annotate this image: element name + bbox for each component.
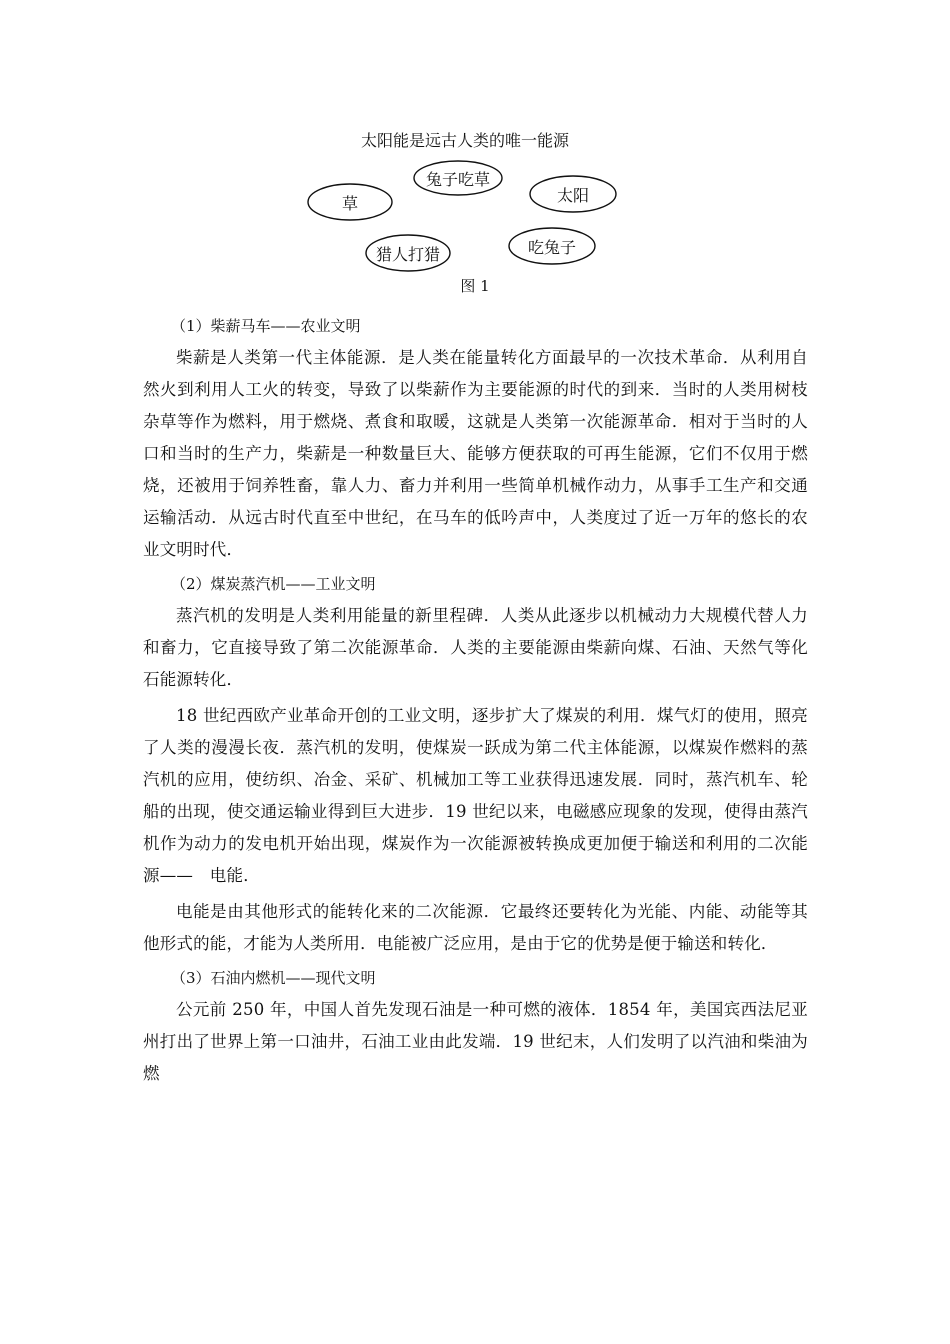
paragraph-steam-engine: 蒸汽机的发明是人类利用能量的新里程碑．人类从此逐步以机械动力大规模代替人力和畜力，它直接导致了第二次能源革命．人类的主要能源由柴薪向煤、石油、天然气等化石能源转化． xyxy=(143,606,808,689)
section-heading-industry: （2）煤炭蒸汽机——工业文明 xyxy=(171,575,376,593)
figure-caption: 图 1 xyxy=(460,277,490,295)
bubble-label-sun: 太阳 xyxy=(556,186,589,205)
paragraph-petroleum: 公元前 250 年，中国人首先发现石油是一种可燃的液体．1854 年，美国宾西法尼亚州打出了世界上第一口油井，石油工业由此发端．19 世纪末，人们发明了以汽油和柴油为燃 xyxy=(143,1000,808,1083)
paragraph-electricity: 电能是由其他形式的能转化来的二次能源．它最终还要转化为光能、内能、动能等其他形式的能，才能为人类所用．电能被广泛应用，是由于它的优势是便于输送和转化． xyxy=(143,902,808,953)
bubble-label-eat-rabbit: 吃兔子 xyxy=(527,238,576,257)
bubble-label-grass: 草 xyxy=(341,194,358,213)
section-heading-modern: （3）石油内燃机——现代文明 xyxy=(171,969,376,987)
paragraph-firewood: 柴薪是人类第一代主体能源．是人类在能量转化方面最早的一次技术革命．从利用自然火到利用人工火的转变，导致了以柴薪作为主要能源的时代的到来．当时的人类用树枝杂草等作为燃料，用于燃烧、煮食和取暖，这就是人类第一次能源革命．相对于当时的人口和当时的生产力，柴薪是一种数量巨大、能够方便获取的可再生能源，它们不仅用于燃烧，还被用于饲养牲畜，靠人力、畜力并利用一些简单机械作动力，从事手工生产和交通运输活动．从远古时代直至中世纪，在马车的低吟声中，人类度过了近一万年的悠长的农业文明时代． xyxy=(143,348,808,559)
section-heading-agriculture: （1）柴薪马车——农业文明 xyxy=(171,317,361,335)
figure-title: 太阳能是远古人类的唯一能源 xyxy=(360,131,569,150)
bubble-label-hunter: 猎人打猎 xyxy=(375,245,440,264)
article-body xyxy=(143,312,808,1094)
bubble-label-rabbit-eats-grass: 兔子吃草 xyxy=(425,170,490,189)
paragraph-coal: 18 世纪西欧产业革命开创的工业文明，逐步扩大了煤炭的利用．煤气灯的使用，照亮了人类的漫漫长夜．蒸汽机的发明，使煤炭一跃成为第二代主体能源，以煤炭作燃料的蒸汽机的应用，使纺织、冶金、采矿、机械加工等工业获得迅速发展．同时，蒸汽机车、轮船的出现，使交通运输业得到巨大进步．19 世纪以来，电磁感应现象的发现，使得由蒸汽机作为动力的发电机开始出现，煤炭作为一次能源被转换成更加便于输送和利用的二次能源—— 电能． xyxy=(143,706,808,885)
